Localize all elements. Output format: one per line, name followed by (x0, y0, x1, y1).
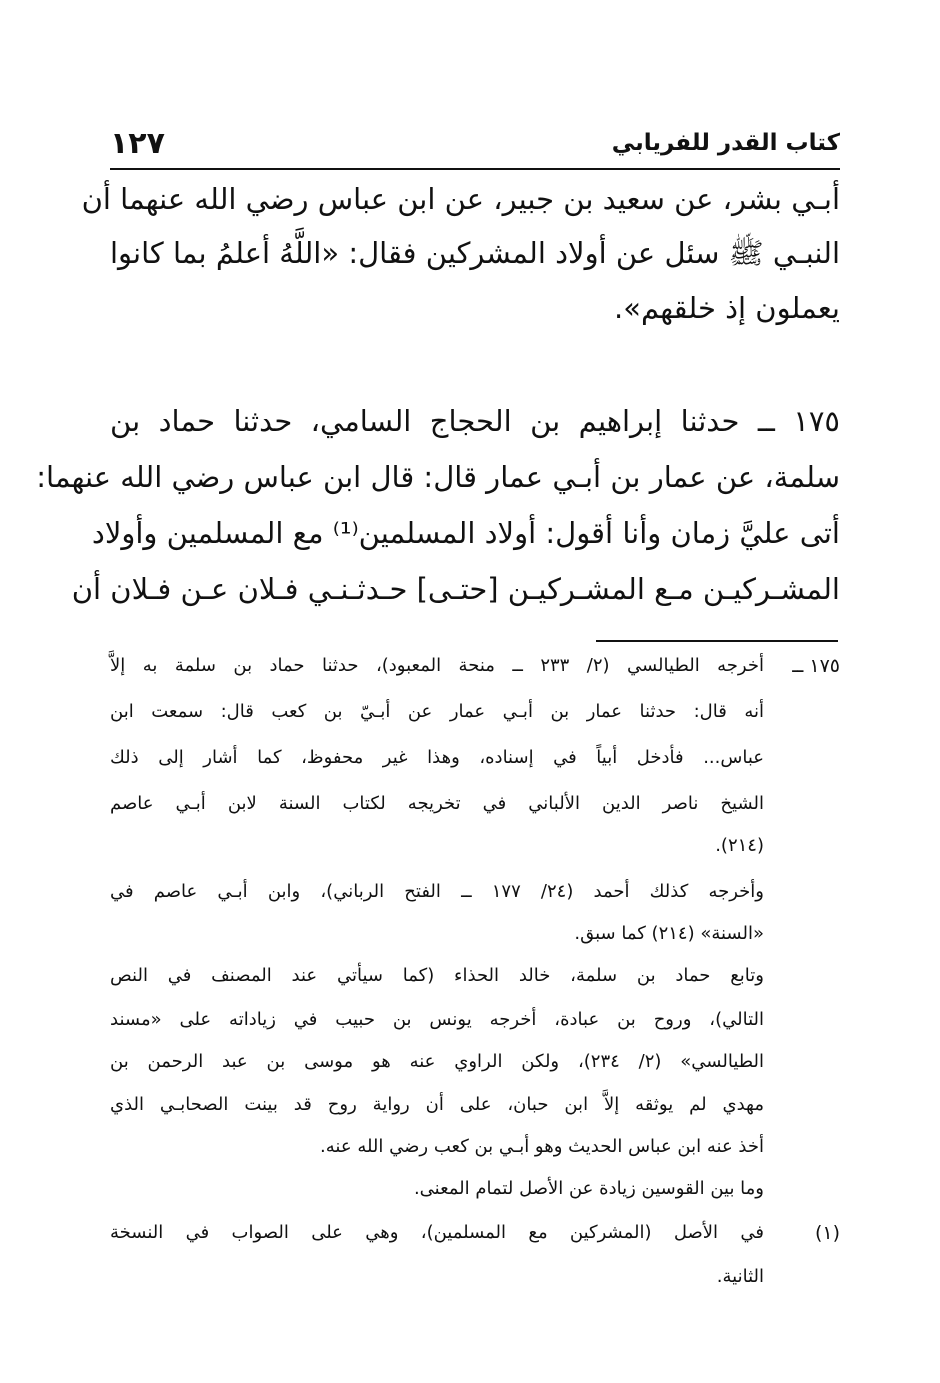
page-number: ١٢٧ (110, 126, 165, 161)
main-text-line: النبـي ﷺ سئل عن أولاد المشركين فقال: «اللَّهُ أعلمُ بما كانوا (109, 236, 840, 270)
main-text-line: أبـي بشر، عن سعيد بن جبير، عن ابن عباس رضي الله عنهما أن (81, 182, 840, 216)
footnote-line: (٢١٤). (715, 835, 764, 856)
main-text-line: أتى عليَّ زمان وأنا أقول: أولاد المسلمين⁽¹⁾ مع المسلمين وأولاد (91, 516, 840, 550)
footnote-line: عباس... فأدخل أبياً في إسناده، وهذا غير محفوظ، كما أشار إلى ذلك (110, 747, 764, 768)
page-header (110, 126, 840, 170)
footnote-line: مهدي لم يوثقه إلاَّ ابن حبان، على أن رواية روح قد بينت الصحابـي الذي (110, 1094, 764, 1115)
footnote-line: أنه قال: حدثنا عمار بن أبـي عمار عن أبـيّ بن كعب قال: سمعت ابن (110, 701, 764, 722)
footnote-line: الطيالسي» (٢/ ٢٣٤)، ولكن الراوي عنه هو موسى بن عبد الرحمن بن (110, 1051, 764, 1072)
footnote-175-label: ١٧٥ ــ (792, 655, 840, 677)
footnote-line: وما بين القوسين زيادة عن الأصل لتمام المعنى. (413, 1178, 764, 1199)
footnote-line: الشيخ ناصر الدين الألباني في تخريجه لكتاب السنة لابن أبـي عاصم (110, 793, 764, 814)
footnote-1-label: (١) (814, 1222, 840, 1244)
footnote-line: أخرجه الطيالسي (٢/ ٢٣٣ ــ منحة المعبود)، حدثنا حماد بن سلمة به إلاَّ (110, 655, 764, 676)
footnote-line: التالي)، وروح بن عبادة، أخرجه يونس بن حبيب في زياداته على «مسند (110, 1009, 764, 1030)
running-title: كتاب القدر للفريابي (611, 130, 840, 156)
footnote-line: الثانية. (716, 1266, 764, 1287)
footnote-line: في الأصل (المشركين مع المسلمين)، وهي على الصواب في النسخة (110, 1222, 764, 1243)
footnote-line: «السنة» (٢١٤) كما سبق. (574, 923, 764, 944)
footnote-line: أخذ عنه ابن عباس الحديث وهو أبـي بن كعب رضي الله عنه. (320, 1136, 764, 1157)
main-text-line: يعملون إذ خلقهم». (614, 291, 840, 325)
footnote-line: وأخرجه كذلك أحمد (٢٤/ ١٧٧ ــ الفتح الرباني)، وابن أبـي عاصم في (110, 881, 764, 902)
footnote-line: وتابع حماد بن سلمة، خالد الحذاء (كما سيأتي عند المصنف في النص (110, 965, 764, 986)
footnote-separator (596, 640, 838, 642)
main-text-line: المشـركيـن مـع المشـركيـن [حتـى] حـدثـنـي فـلان عـن فـلان أن (71, 572, 840, 606)
main-text-line: ١٧٥ ــ حدثنا إبراهيم بن الحجاج السامي، حدثنا حماد بن (110, 404, 840, 438)
main-text-line: سلمة، عن عمار بن أبـي عمار قال: قال ابن عباس رضي الله عنهما: (36, 460, 840, 494)
